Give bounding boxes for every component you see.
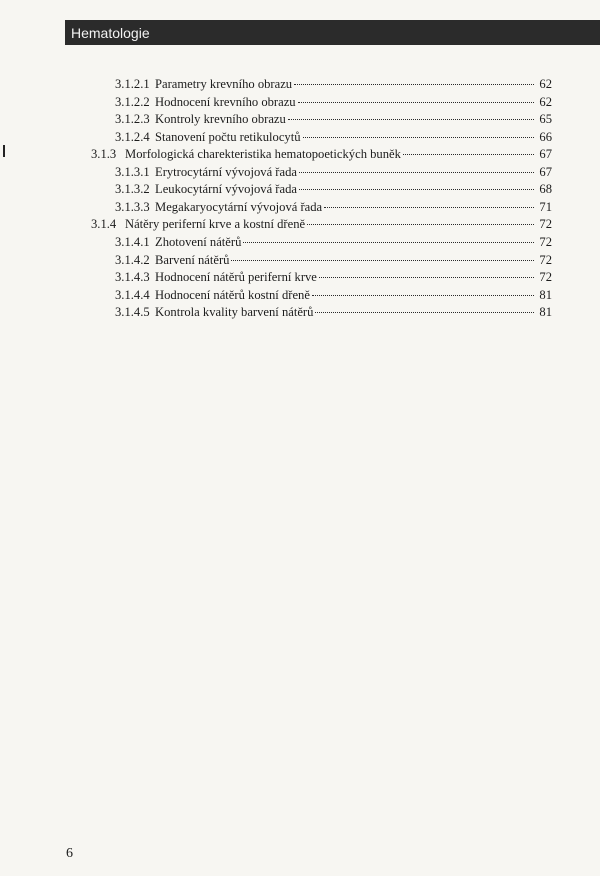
toc-entry-title-text: Hodnocení nátěrů kostní dřeně xyxy=(155,287,310,302)
toc-entry-title xyxy=(155,94,296,111)
margin-mark xyxy=(3,145,5,157)
dot-leader xyxy=(307,224,534,225)
toc-entry-title xyxy=(125,146,401,163)
toc-entry xyxy=(91,216,552,233)
toc-entry-title-text: Stanovení počtu retikulocytů xyxy=(155,129,301,144)
toc-entry-number: 3.1.4.5 xyxy=(115,305,150,320)
toc-entry-title-text: Hodnocení nátěrů periferní krve xyxy=(155,270,317,285)
toc-entry-page: 67 xyxy=(539,164,552,179)
toc-entry xyxy=(115,76,552,93)
toc-entry-title-text: Erytrocytární vývojová řada xyxy=(155,164,297,179)
dot-leader xyxy=(299,172,534,173)
toc-entry-number: 3.1.4.4 xyxy=(115,287,150,302)
toc-entry-page: 65 xyxy=(539,112,552,127)
toc-entry xyxy=(115,269,552,286)
toc-entry-title xyxy=(155,181,297,198)
toc-entry-number: 3.1.3.1 xyxy=(115,164,150,179)
toc-entry-title xyxy=(155,199,322,216)
toc-entry-title-text: Hodnocení krevního obrazu xyxy=(155,94,296,109)
toc-entry-page: 72 xyxy=(539,270,552,285)
toc-entry-page: 72 xyxy=(539,234,552,249)
toc-entry-title xyxy=(155,76,292,93)
toc-entry-number: 3.1.4 xyxy=(91,217,117,232)
toc-entry-number: 3.1.2.4 xyxy=(115,129,150,144)
toc-entry-page: 66 xyxy=(539,129,552,144)
toc-entry-page: 67 xyxy=(539,147,552,162)
toc-entry-number: 3.1.4.1 xyxy=(115,234,150,249)
page-number: 6 xyxy=(66,846,73,861)
toc-entry-title xyxy=(155,304,313,321)
dot-leader xyxy=(299,189,534,190)
dot-leader xyxy=(294,84,534,85)
dot-leader xyxy=(319,277,534,278)
toc-entry-title-text: Nátěry periferní krve a kostní dřeně xyxy=(125,217,306,232)
toc-entry-title-text: Morfologická charekteristika hematopoetických buněk xyxy=(125,147,401,162)
toc-entry-title xyxy=(155,111,286,128)
toc-entry-number: 3.1.3.3 xyxy=(115,199,150,214)
toc-entry xyxy=(115,304,552,321)
toc-entry-number: 3.1.2.3 xyxy=(115,112,150,127)
toc-entry-page: 71 xyxy=(539,199,552,214)
toc-entry-title xyxy=(155,287,310,304)
toc-entry-title-text: Zhotovení nátěrů xyxy=(155,234,242,249)
toc-entry-title xyxy=(155,269,317,286)
dot-leader xyxy=(303,137,535,138)
toc-entry-title xyxy=(155,252,229,269)
toc-entry xyxy=(115,181,552,198)
toc-entry xyxy=(115,199,552,216)
dot-leader xyxy=(324,207,534,208)
toc-entry-title-text: Megakaryocytární vývojová řada xyxy=(155,199,323,214)
running-header-title: Hematologie xyxy=(71,25,150,41)
toc-entry-title xyxy=(155,129,301,146)
dot-leader xyxy=(315,312,534,313)
toc-entry-page: 81 xyxy=(539,287,552,302)
toc-entry-number: 3.1.3 xyxy=(91,147,117,162)
toc-entry xyxy=(115,234,552,251)
toc-entry-page: 68 xyxy=(539,182,552,197)
toc-entry-number: 3.1.4.2 xyxy=(115,252,150,267)
toc-entry-page: 72 xyxy=(539,252,552,267)
toc-entry-page: 62 xyxy=(539,94,552,109)
toc-entry-number: 3.1.4.3 xyxy=(115,270,150,285)
dot-leader xyxy=(243,242,534,243)
toc-entry-title-text: Leukocytární vývojová řada xyxy=(155,182,297,197)
toc-entry xyxy=(115,94,552,111)
toc-entry xyxy=(115,111,552,128)
toc-entry xyxy=(115,287,552,304)
toc-entry-title xyxy=(155,164,297,181)
toc-entry-title-text: Barvení nátěrů xyxy=(155,252,230,267)
toc-entry-number: 3.1.3.2 xyxy=(115,182,150,197)
toc-entry-page: 62 xyxy=(539,77,552,91)
dot-leader xyxy=(231,260,534,261)
dot-leader xyxy=(312,295,534,296)
toc-entry-title-text: Parametry krevního obrazu xyxy=(155,77,293,91)
toc-entry-number: 3.1.2.2 xyxy=(115,94,150,109)
toc-entry-page: 81 xyxy=(539,305,552,320)
toc-entry-title-text: Kontrola kvality barvení nátěrů xyxy=(155,305,314,320)
dot-leader xyxy=(288,119,534,120)
dot-leader xyxy=(298,102,534,103)
toc-entry-title xyxy=(125,216,305,233)
toc-entry xyxy=(115,252,552,269)
toc-entry-number: 3.1.2.1 xyxy=(115,77,150,91)
toc-entry-title-text: Kontroly krevního obrazu xyxy=(155,112,286,127)
toc-entry-title xyxy=(155,234,241,251)
toc-entry xyxy=(115,164,552,181)
dot-leader xyxy=(403,154,534,155)
toc-entry xyxy=(115,129,552,146)
toc-entry xyxy=(91,146,552,163)
toc-entry-page: 72 xyxy=(539,217,552,232)
